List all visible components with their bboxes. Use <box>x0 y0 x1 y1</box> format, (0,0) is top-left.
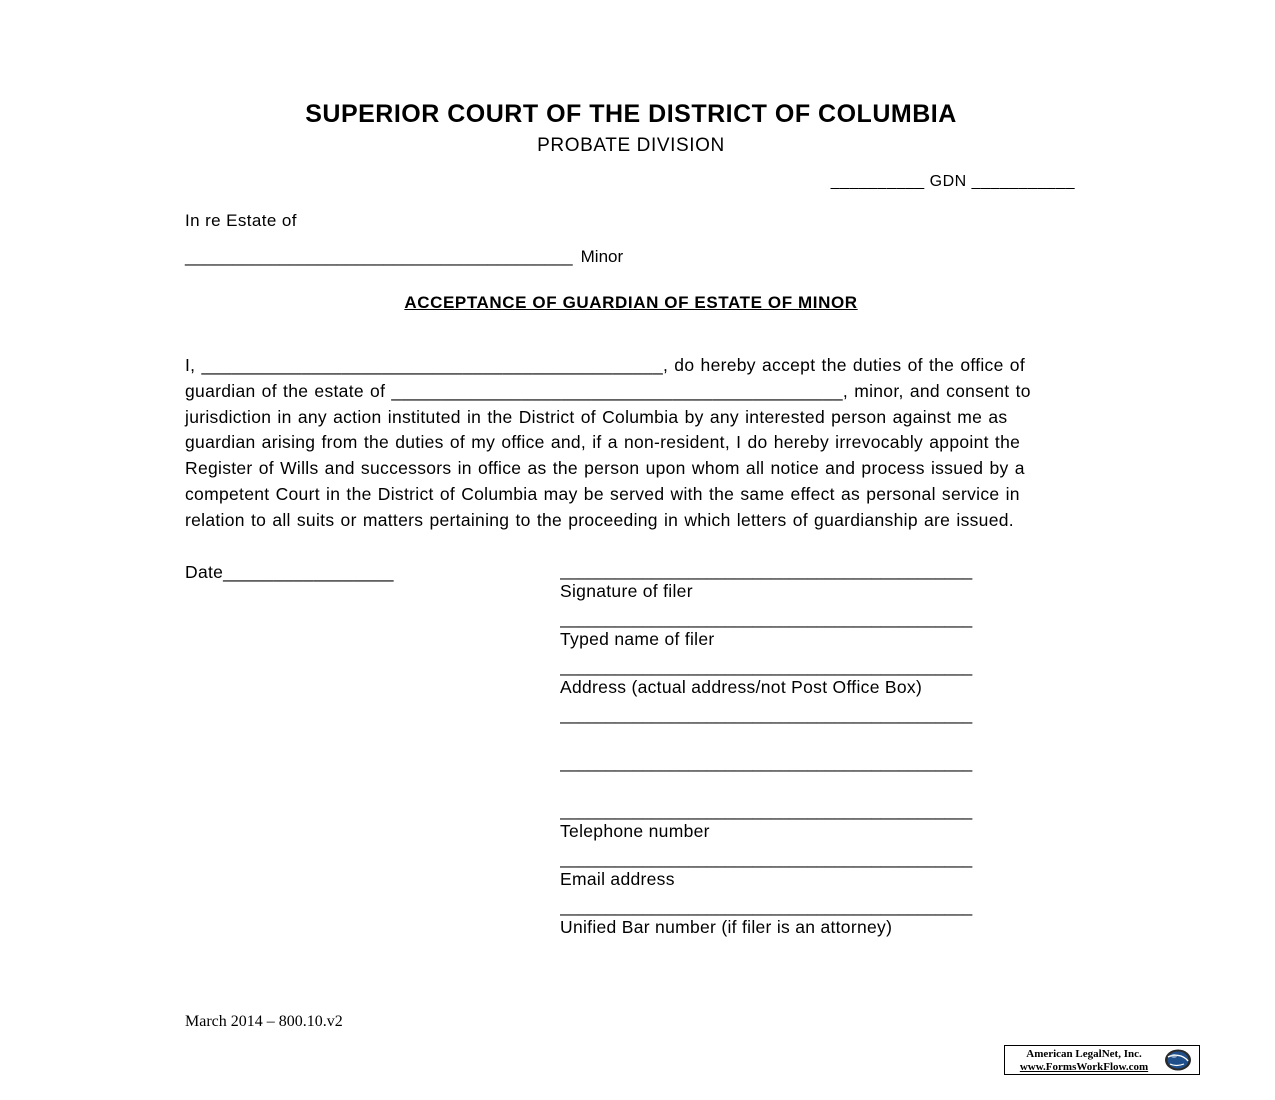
filer-signature-column <box>560 562 1077 946</box>
email-address-label: Email address <box>560 868 675 889</box>
body-paragraph: I, ______________________________________________, do hereby accept the duties of the office of guardian of the estate of _____________________________________________, minor, and consent to jurisdiction in any action instituted in the District of Columbia by any interested person against me as guardian arising from the duties of my office and, if a non-resident, I do hereby irrevocably appoint the Register of Wills and successors in office as the person upon whom all notice and process issued by a competent Court in the District of Columbia may be served with the same effect as personal service in relation to all suits or matters pertaining to the proceeding in which letters of guardianship are issued. <box>185 355 1031 530</box>
signature-of-filer-label: Signature of filer <box>560 580 693 601</box>
bar-number-rule[interactable]: _____________________________________________ <box>560 897 972 916</box>
division-subtitle: PROBATE DIVISION <box>537 135 725 156</box>
signature-rule[interactable]: _____________________________________________ <box>560 561 972 580</box>
telephone-rule[interactable]: _____________________________________________ <box>560 801 972 820</box>
in-re-estate-label: In re Estate of <box>185 211 297 230</box>
stamp-text <box>1009 1048 1159 1074</box>
minor-label: Minor <box>580 247 624 266</box>
estate-name-rule <box>185 247 1077 267</box>
typed-name-rule[interactable]: _____________________________________________ <box>560 609 972 628</box>
estate-name-blank: _________________________________________ <box>185 247 573 266</box>
address-rule-2[interactable]: _____________________________________________ <box>560 705 972 724</box>
stamp-company-name: American LegalNet, Inc. <box>1026 1048 1142 1060</box>
case-number-line: __________ GDN ___________ <box>830 173 1075 190</box>
email-rule[interactable]: _____________________________________________ <box>560 849 972 868</box>
address-line-2-label <box>560 725 1077 746</box>
court-title: SUPERIOR COURT OF THE DISTRICT OF COLUMBIA <box>305 100 957 128</box>
stamp-website-link[interactable]: www.FormsWorkFlow.com <box>1019 1061 1149 1073</box>
document-content <box>185 0 1077 937</box>
address-label: Address (actual address/not Post Office Box) <box>560 676 923 697</box>
telephone-number-label: Telephone number <box>560 820 710 841</box>
page-title: ACCEPTANCE OF GUARDIAN OF ESTATE OF MINOR <box>404 293 858 312</box>
date-field[interactable]: Date_________________ <box>185 561 394 582</box>
signature-area <box>185 561 1077 937</box>
form-revision-id: March 2014 – 800.10.v2 <box>185 1013 343 1030</box>
american-legalnet-stamp <box>1004 1045 1200 1075</box>
globe-icon <box>1161 1048 1195 1072</box>
address-rule-3[interactable]: _____________________________________________ <box>560 753 972 772</box>
address-line-3-label <box>560 773 1077 794</box>
unified-bar-number-label: Unified Bar number (if filer is an attorney) <box>560 916 893 937</box>
address-rule-1[interactable]: _____________________________________________ <box>560 657 972 676</box>
typed-name-of-filer-label: Typed name of filer <box>560 628 715 649</box>
